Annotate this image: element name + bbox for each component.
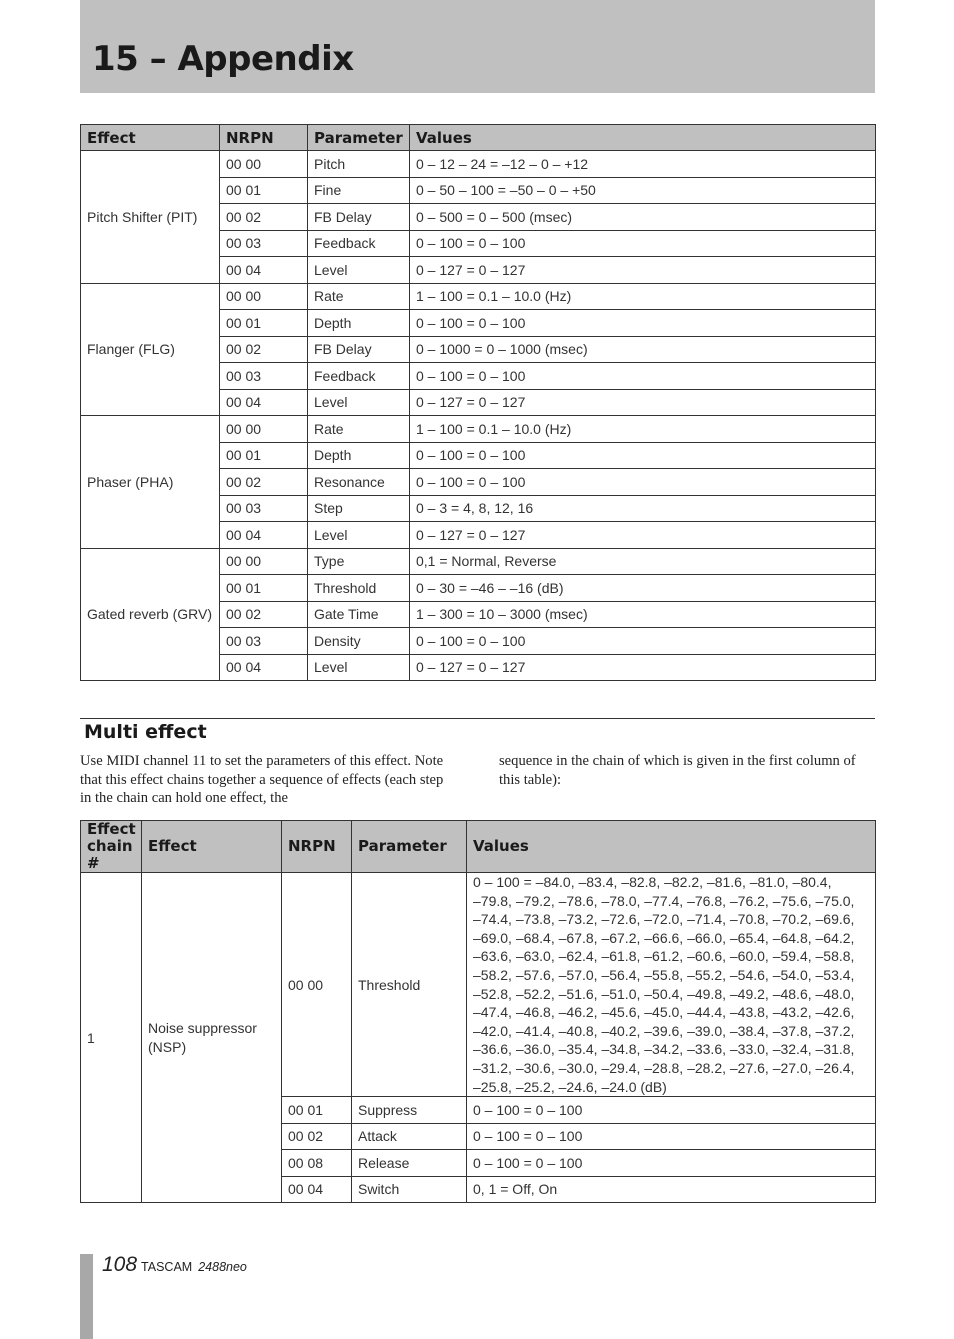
parameter-cell: FB Delay	[308, 336, 410, 363]
values-cell: 0 – 127 = 0 – 127	[410, 522, 876, 549]
parameter-cell: Feedback	[308, 230, 410, 257]
section-title: Multi effect	[84, 721, 207, 743]
nrpn-cell: 00 03	[220, 230, 308, 257]
nrpn-cell: 00 02	[220, 601, 308, 628]
nrpn-cell: 00 02	[220, 469, 308, 496]
value-line: –74.4, –73.8, –73.2, –72.6, –72.0, –71.4, –70.8, –70.2, –69.6,	[473, 911, 855, 928]
intro-text-left: Use MIDI channel 11 to set the parameters of this effect. Note that this effect chains together a sequence of effects (each step in the chain can hold one effect, the	[80, 753, 444, 806]
values-cell: 0 – 100 = 0 – 100	[410, 628, 876, 655]
value-line: 0 – 100 = –84.0, –83.4, –82.8, –82.2, –81.6, –81.0, –80.4,	[473, 874, 832, 890]
footer-bar	[80, 1254, 93, 1339]
table-header-row	[81, 821, 876, 873]
effect-name-cell: Phaser (PHA)	[81, 416, 220, 549]
nrpn-cell: 00 01	[220, 575, 308, 602]
nrpn-cell: 00 01	[282, 1097, 352, 1124]
table-row	[81, 416, 876, 443]
nrpn-cell: 00 04	[220, 522, 308, 549]
table-row	[81, 548, 876, 575]
parameter-cell: Level	[308, 389, 410, 416]
parameter-cell: Release	[352, 1150, 467, 1177]
values-cell: 0 – 12 – 24 = –12 – 0 – +12	[410, 151, 876, 178]
page-title: 15 – Appendix	[92, 39, 354, 79]
value-line: –69.0, –68.4, –67.8, –67.2, –66.6, –66.0, –65.4, –64.8, –64.2,	[473, 929, 855, 946]
parameter-cell: Level	[308, 522, 410, 549]
table-row	[81, 283, 876, 310]
effect-name-cell: Pitch Shifter (PIT)	[81, 151, 220, 284]
nrpn-cell: 00 00	[220, 416, 308, 443]
nrpn-cell: 00 02	[220, 204, 308, 231]
parameter-cell: Fine	[308, 177, 410, 204]
nrpn-cell: 00 00	[220, 151, 308, 178]
parameter-cell: FB Delay	[308, 204, 410, 231]
parameter-cell: Gate Time	[308, 601, 410, 628]
values-cell	[467, 873, 876, 1097]
column-header-effect: Effect	[142, 821, 282, 873]
parameter-cell: Level	[308, 257, 410, 284]
nrpn-cell: 00 01	[220, 310, 308, 337]
parameter-cell: Depth	[308, 310, 410, 337]
nrpn-cell: 00 01	[220, 442, 308, 469]
column-header-nrpn: NRPN	[220, 125, 308, 151]
parameter-cell: Threshold	[352, 873, 467, 1097]
parameter-cell: Density	[308, 628, 410, 655]
value-line: –63.6, –63.0, –62.4, –61.8, –61.2, –60.6, –60.0, –59.4, –58.8,	[473, 948, 855, 965]
parameter-cell: Step	[308, 495, 410, 522]
section-divider	[80, 718, 875, 719]
footer-model: 2488neo	[198, 1260, 247, 1274]
nrpn-cell: 00 04	[220, 389, 308, 416]
parameter-cell: Level	[308, 654, 410, 681]
values-cell: 0 – 127 = 0 – 127	[410, 257, 876, 284]
table-row	[81, 873, 876, 1097]
nrpn-cell: 00 04	[282, 1176, 352, 1203]
values-cell: 0 – 100 = 0 – 100	[467, 1097, 876, 1124]
parameter-cell: Resonance	[308, 469, 410, 496]
effect-name-cell: Gated reverb (GRV)	[81, 548, 220, 681]
value-line: –25.8, –25.2, –24.6, –24.0 (dB)	[473, 1078, 667, 1095]
parameter-cell: Switch	[352, 1176, 467, 1203]
effect-chain-cell: 1	[81, 873, 142, 1203]
values-cell: 0 – 100 = 0 – 100	[467, 1123, 876, 1150]
nrpn-cell: 00 04	[220, 257, 308, 284]
parameter-cell: Rate	[308, 416, 410, 443]
nrpn-cell: 00 03	[220, 363, 308, 390]
parameter-cell: Rate	[308, 283, 410, 310]
parameter-cell: Pitch	[308, 151, 410, 178]
column-header-parameter: Parameter	[352, 821, 467, 873]
table-header-row	[81, 125, 876, 151]
values-cell: 0 – 100 = 0 – 100	[467, 1150, 876, 1177]
values-cell: 1 – 100 = 0.1 – 10.0 (Hz)	[410, 416, 876, 443]
parameter-cell: Threshold	[308, 575, 410, 602]
intro-text-right: sequence in the chain of which is given in the first column of this table):	[499, 753, 856, 788]
effects-parameter-table	[80, 124, 876, 681]
nrpn-cell: 00 01	[220, 177, 308, 204]
parameter-cell: Attack	[352, 1123, 467, 1150]
effect-name-cell: Flanger (FLG)	[81, 283, 220, 416]
footer-brand: TASCAM	[141, 1260, 193, 1274]
parameter-cell: Feedback	[308, 363, 410, 390]
values-cell: 1 – 100 = 0.1 – 10.0 (Hz)	[410, 283, 876, 310]
effect-name-cell: Noise suppressor (NSP)	[142, 873, 282, 1203]
parameter-cell: Suppress	[352, 1097, 467, 1124]
values-cell: 0 – 100 = 0 – 100	[410, 310, 876, 337]
parameter-cell: Depth	[308, 442, 410, 469]
column-header-values: Values	[410, 125, 876, 151]
effects-table-body	[81, 151, 876, 681]
values-cell: 0 – 127 = 0 – 127	[410, 654, 876, 681]
header-band	[80, 0, 875, 93]
nrpn-cell: 00 00	[220, 283, 308, 310]
value-line: –36.6, –36.0, –35.4, –34.8, –34.2, –33.6, –33.0, –32.4, –31.8,	[473, 1041, 855, 1058]
values-cell: 0 – 100 = 0 – 100	[410, 469, 876, 496]
values-cell: 0 – 100 = 0 – 100	[410, 363, 876, 390]
footer	[102, 1253, 247, 1277]
values-cell: 0 – 100 = 0 – 100	[410, 442, 876, 469]
nrpn-cell: 00 04	[220, 654, 308, 681]
nrpn-cell: 00 03	[220, 628, 308, 655]
column-header-parameter: Parameter	[308, 125, 410, 151]
column-header-effect-chain: Effect chain #	[81, 821, 142, 873]
nrpn-cell: 00 02	[282, 1123, 352, 1150]
value-line: –58.2, –57.6, –57.0, –56.4, –55.8, –55.2, –54.6, –54.0, –53.4,	[473, 966, 855, 983]
values-cell: 0 – 30 = –46 – –16 (dB)	[410, 575, 876, 602]
nrpn-cell: 00 00	[220, 548, 308, 575]
value-line: –47.4, –46.8, –46.2, –45.6, –45.0, –44.4, –43.8, –43.2, –42.6,	[473, 1004, 855, 1021]
table-row	[81, 151, 876, 178]
values-cell: 0 – 1000 = 0 – 1000 (msec)	[410, 336, 876, 363]
values-cell: 0 – 127 = 0 – 127	[410, 389, 876, 416]
value-line: –79.8, –79.2, –78.6, –78.0, –77.4, –76.8, –76.2, –75.6, –75.0,	[473, 892, 855, 909]
column-header-nrpn: NRPN	[282, 821, 352, 873]
value-line: –52.8, –52.2, –51.6, –51.0, –50.4, –49.8, –49.2, –48.6, –48.0,	[473, 985, 855, 1002]
values-cell: 0 – 100 = 0 – 100	[410, 230, 876, 257]
value-line: –42.0, –41.4, –40.8, –40.2, –39.6, –39.0, –38.4, –37.8, –37.2,	[473, 1022, 855, 1039]
values-cell: 1 – 300 = 10 – 3000 (msec)	[410, 601, 876, 628]
value-line: –31.2, –30.6, –30.0, –29.4, –28.8, –28.2, –27.6, –27.0, –26.4,	[473, 1059, 855, 1076]
values-cell: 0 – 500 = 0 – 500 (msec)	[410, 204, 876, 231]
nrpn-cell: 00 02	[220, 336, 308, 363]
parameter-cell: Type	[308, 548, 410, 575]
values-cell: 0 – 3 = 4, 8, 12, 16	[410, 495, 876, 522]
nrpn-cell: 00 08	[282, 1150, 352, 1177]
nrpn-cell: 00 00	[282, 873, 352, 1097]
values-cell: 0, 1 = Off, On	[467, 1176, 876, 1203]
column-header-effect: Effect	[81, 125, 220, 151]
values-cell: 0,1 = Normal, Reverse	[410, 548, 876, 575]
multi-effect-table	[80, 820, 876, 1203]
column-header-values: Values	[467, 821, 876, 873]
values-cell: 0 – 50 – 100 = –50 – 0 – +50	[410, 177, 876, 204]
multi-effect-table-body	[81, 873, 876, 1203]
nrpn-cell: 00 03	[220, 495, 308, 522]
page-number: 108	[102, 1253, 138, 1276]
